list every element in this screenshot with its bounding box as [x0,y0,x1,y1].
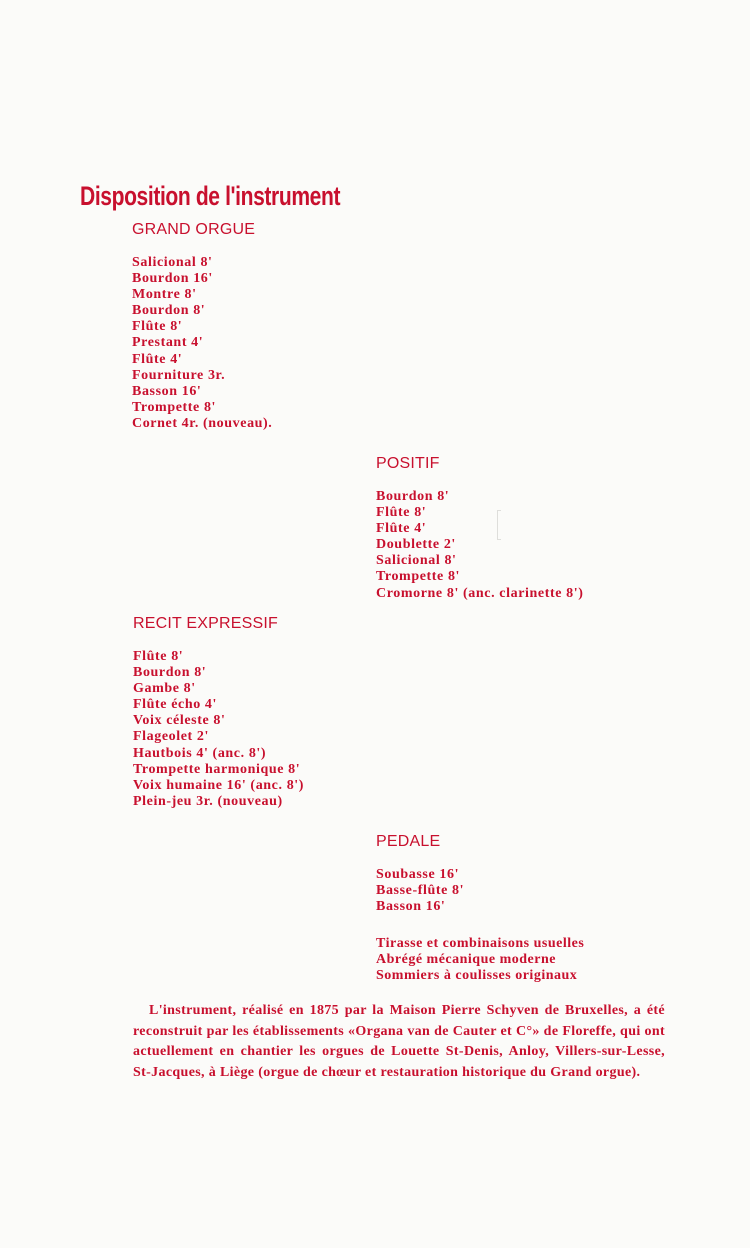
stop-item: Cromorne 8' (anc. clarinette 8') [376,585,584,601]
stop-item: Doublette 2' [376,537,456,553]
note-line: Tirasse et combinaisons usuelles [376,936,585,951]
stop-item: Bourdon 8' [132,303,206,319]
stop-item: Bourdon 8' [133,665,207,681]
stop-item: Gambe 8' [133,681,196,697]
note-line: Sommiers à coulisses originaux [376,968,578,984]
stop-item: Hautbois 4' (anc. 8') [133,745,267,761]
accessories-notes [376,936,584,985]
stop-list-grand-orgue [132,255,272,432]
stop-item: Flageolet 2' [133,729,210,745]
stop-item: Basson 16' [376,899,446,915]
stop-item: Voix humaine 16' (anc. 8') [133,777,305,793]
stop-list-pedale [376,867,464,915]
stop-item: Voix céleste 8' [133,713,226,729]
stop-item: Basson 16' [132,383,202,399]
stop-item: Bourdon 16' [132,271,213,287]
stop-item: Prestant 4' [132,335,204,351]
section-grand-orgue [132,221,272,432]
section-heading-recit-expressif: RECIT EXPRESSIF [133,615,278,632]
section-recit-expressif [133,615,304,810]
stop-item: Salicional 8' [376,553,457,569]
section-pedale [376,833,464,915]
stop-item: Flûte 8' [132,319,183,335]
stop-item: Bourdon 8' [376,489,450,504]
stop-item: Flûte 8' [133,649,184,664]
stop-list-positif [376,489,584,602]
stop-item: Salicional 8' [132,255,213,270]
section-heading-grand-orgue: GRAND ORGUE [132,221,256,238]
history-paragraph: L'instrument, réalisé en 1875 par la Maison Pierre Schyven de Bruxelles, a été reconstruit par les établissements «Organa van de Cauter et C°» de Floreffe, qui ont actuellement en chantier les orgues de Louette St-Denis, Anloy, Villers-sur-Lesse, St-Jacques, à Liège (orgue de chœur et restauration historique du Grand orgue). [133,1003,665,1080]
page-title: Disposition de l'instrument [80,181,341,212]
stop-item: Flûte écho 4' [133,697,218,713]
paper-mark [497,510,501,540]
stop-item: Flûte 4' [132,351,183,367]
stop-item: Plein-jeu 3r. (nouveau) [133,793,283,809]
section-positif [376,455,584,602]
stop-item: Flûte 8' [376,505,427,521]
stop-item: Fourniture 3r. [132,367,226,383]
note-line: Abrégé mécanique moderne [376,952,556,968]
stop-item: Flûte 4' [376,521,427,537]
stop-item: Basse-flûte 8' [376,883,465,899]
stop-item: Trompette 8' [376,569,461,585]
section-heading-pedale: PEDALE [376,833,441,850]
stop-item: Montre 8' [132,287,197,303]
stop-item: Soubasse 16' [376,867,460,882]
stop-list-recit-expressif [133,649,304,810]
stop-item: Cornet 4r. (nouveau). [132,415,273,431]
section-heading-positif: POSITIF [376,455,440,472]
stop-item: Trompette 8' [132,399,217,415]
stop-item: Trompette harmonique 8' [133,761,301,777]
